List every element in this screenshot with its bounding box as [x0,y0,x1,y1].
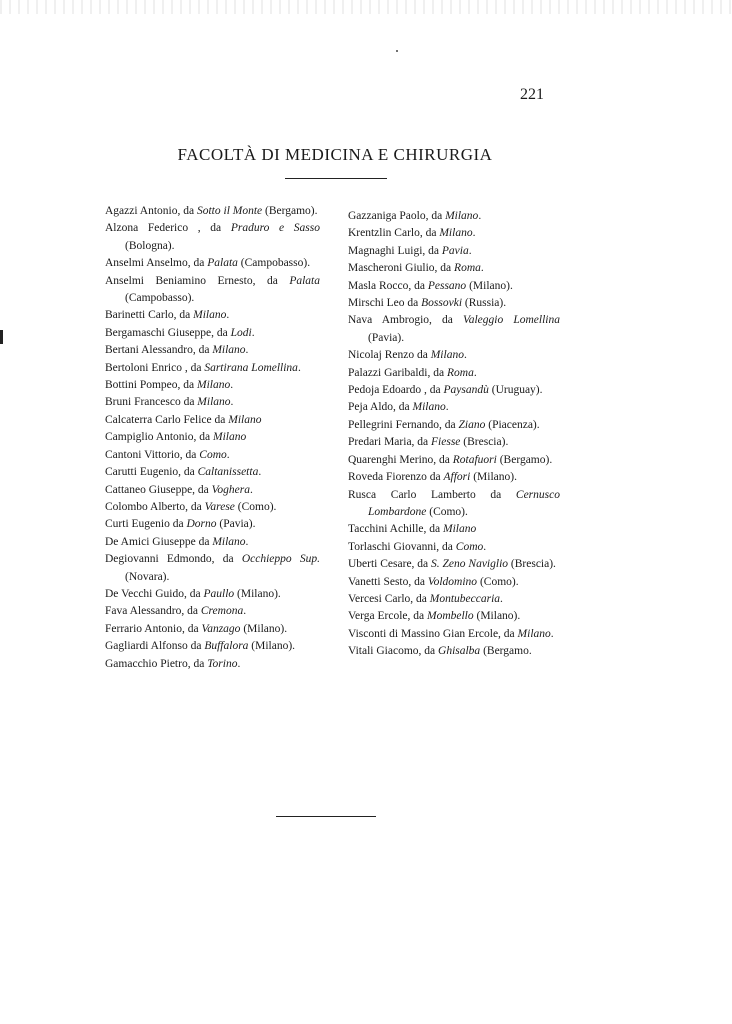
scan-edge-noise [0,0,732,14]
entry-name: Anselmi Beniamino Ernesto, da [105,274,290,287]
entry-place: Milano [430,349,464,362]
entry-suffix: . [226,309,230,322]
entry-place: Milano [443,523,477,536]
entry-place: Montubeccaria [429,592,501,605]
list-item [348,417,560,434]
entry-suffix: (Bergamo. [480,645,532,658]
entry-name: Mascheroni Giulio, da [348,262,455,275]
list-item [105,394,320,411]
entry-suffix: . [550,627,554,640]
list-item [348,452,560,469]
entry-place: Occhieppo Sup. [241,553,320,566]
entry-suffix: (Brescia). [460,436,509,449]
entry-place: Fiesse [431,436,461,449]
entry-name: Tacchini Achille, da [348,523,443,536]
entry-name: Predari Maria, da [348,436,432,449]
list-item [105,273,320,308]
list-item [348,295,560,312]
entry-suffix: . [463,349,467,362]
list-item [348,399,560,416]
list-item [348,521,560,538]
list-item [105,638,320,655]
entry-suffix: (Brescia). [508,558,556,571]
entry-suffix: (Milano). [473,610,521,623]
entry-name: Gazzaniga Paolo, da [348,210,446,222]
entry-suffix: . [237,657,241,670]
entry-name: Degiovanni Edmondo, da [105,553,242,566]
entry-name: Vercesi Carlo, da [348,592,430,605]
list-item [105,429,320,446]
entry-place: Ghisalba [438,645,481,658]
entry-place: Milano [212,535,246,548]
list-item [105,203,320,220]
entry-suffix: . [245,535,249,548]
list-item [105,482,320,499]
list-item [105,551,320,586]
entry-name: Bruni Francesco da [105,396,198,409]
entry-place: Roma [454,262,481,275]
entry-place: Milano [197,396,231,409]
entry-place: Cremona [200,605,244,618]
list-item [348,382,560,399]
list-item [105,534,320,551]
page-title: FACOLTÀ DI MEDICINA E CHIRURGIA [177,145,493,164]
entry-name: Quarenghi Merino, da [348,453,453,466]
entry-suffix: . [230,379,234,392]
entry-suffix: (Milano). [470,471,517,484]
entry-name: Rusca Carlo Lamberto da [348,488,516,501]
entry-suffix: . [258,466,262,479]
entry-suffix: (Milano). [234,587,281,600]
entry-place: Bossovki [421,297,463,310]
ink-speck [396,50,398,52]
list-item [105,499,320,516]
entry-suffix: . [230,396,234,409]
entry-place: S. Zeno Naviglio [431,558,509,571]
entry-place: Affori [443,471,471,484]
list-item [105,325,320,342]
entry-suffix: (Pavia). [368,331,405,344]
list-item [348,260,560,277]
entry-name: De Vecchi Guido, da [105,587,204,600]
entry-name: Alzona Federico , da [105,222,231,235]
left-column [105,203,320,673]
entry-place: Dorno [186,518,217,531]
entry-suffix: (Uruguay). [488,384,543,397]
entry-place: Caltanissetta [197,466,259,479]
entry-suffix: . [500,592,503,605]
entry-place: Ziano [458,418,486,431]
entry-name: Bottini Pompeo, da [105,379,197,392]
entry-suffix: . [472,227,476,240]
entry-suffix: (Milano). [466,279,513,292]
entry-name: Peja Aldo, da [348,401,413,414]
entry-name: Mirschi Leo da [348,297,422,310]
entry-suffix: (Pavia). [216,518,256,531]
entry-place: Voghera [211,483,251,496]
entry-name: Uberti Cesare, da [348,558,432,571]
entry-name: Vanetti Sesto, da [348,575,428,588]
entry-place: Milano [445,210,479,222]
entry-name: Gagliardi Alfonso da [105,640,205,653]
entry-suffix: (Como). [234,500,277,513]
entry-suffix: (Bergamo). [496,453,553,466]
margin-mark [0,330,3,344]
list-item [348,608,560,625]
list-item [348,469,560,486]
list-item [348,487,560,522]
entry-name: Gamacchio Pietro, da [105,657,208,670]
entry-place: Praduro e Sasso [230,222,321,235]
entry-suffix: . [250,483,253,496]
entry-place: Milano [212,344,246,357]
entry-place: Sartirana Lomellina [204,361,298,374]
entry-place: Milano [193,309,227,322]
entry-suffix: (Bologna). [125,239,175,252]
entry-name: Bergamaschi Giuseppe, da [105,326,231,339]
entry-suffix: (Piacenza). [485,418,540,431]
list-item [105,360,320,377]
entry-suffix: (Novara). [125,570,170,583]
list-item [105,342,320,359]
entry-suffix: . [473,366,477,379]
list-item [105,307,320,324]
list-item [348,643,560,660]
entry-name: De Amici Giuseppe da [105,535,213,548]
entry-suffix: . [480,262,484,275]
entry-suffix: (Milano). [248,640,296,653]
entry-name: Barinetti Carlo, da [105,309,194,322]
entry-suffix: (Como). [426,505,468,518]
entry-suffix: . [243,605,247,618]
entry-place: Como [199,448,227,461]
list-item [105,656,320,673]
entry-place: Buffalora [204,640,249,653]
list-item [348,278,560,295]
list-item [105,220,320,255]
entry-place: Milano [212,431,247,444]
entry-place: Como [455,540,484,553]
entry-name: Bertoloni Enrico , da [105,361,205,374]
entry-place: Palata [289,274,320,287]
entry-place: Milano [412,401,446,414]
list-item [348,365,560,382]
entry-place: Voldomino [427,575,478,588]
entry-place: Pavia [441,244,469,257]
entry-place: Lodi [230,326,252,339]
entry-name: Nicolaj Renzo da [348,349,431,362]
entry-place: Rotafuori [452,453,497,466]
entry-name: Campiglio Antonio, da [105,431,213,444]
entry-place: Sotto il Monte [196,205,263,217]
entry-name: Bertani Alessandro, da [105,344,213,357]
entry-name: Cattaneo Giuseppe, da [105,483,212,496]
entry-place: Mombello [426,610,474,623]
entry-suffix: (Campobasso). [125,292,195,305]
list-item [348,243,560,260]
list-item [348,434,560,451]
entry-suffix: . [483,540,487,553]
list-item [105,447,320,464]
list-item [348,574,560,591]
list-item [348,312,560,347]
entry-name: Pedoja Edoardo , da [348,384,444,397]
entry-name: Roveda Fiorenzo da [348,471,444,484]
entry-suffix: (Bergamo). [262,205,318,217]
entry-name: Pellegrini Fernando, da [348,418,459,431]
entry-suffix: (Como). [477,575,519,588]
entry-place: Paullo [203,587,235,600]
entry-place: Vanzago [201,622,241,635]
entry-suffix: . [478,210,482,222]
entry-suffix: . [468,244,472,257]
entry-name: Torlaschi Giovanni, da [348,540,456,553]
entry-name: Verga Ercole, da [348,610,427,623]
list-item [105,412,320,429]
entry-suffix: (Campobasso). [237,257,311,270]
entry-suffix: (Russia). [462,297,507,310]
entry-suffix: . [297,361,301,374]
entry-name: Agazzi Antonio, da [105,205,197,217]
entry-suffix: (Milano). [240,622,288,635]
entry-name: Ferrario Antonio, da [105,622,202,635]
list-item [105,464,320,481]
list-item [348,591,560,608]
entry-place: Cernusco Lombardone [368,488,560,518]
entry-suffix: . [226,448,230,461]
entry-place: Milano [228,413,262,426]
list-item [348,539,560,556]
entry-name: Fava Alessandro, da [105,605,201,618]
entry-name: Curti Eugenio da [105,518,187,531]
entry-place: Milano [439,227,473,240]
entry-name: Nava Ambrogio, da [348,314,463,327]
list-item [348,208,560,225]
list-item [105,377,320,394]
entry-place: Palata [207,257,238,270]
entry-suffix: . [445,401,449,414]
closing-rule [276,816,376,817]
entry-suffix: . [251,326,255,339]
entry-name: Masla Rocco, da [348,279,428,292]
page-number: 221 [520,86,544,103]
title-rule [285,178,387,179]
list-item [105,516,320,533]
entry-name: Colombo Alberto, da [105,500,205,513]
entry-place: Milano [197,379,231,392]
entry-suffix: . [245,344,249,357]
list-item [348,556,560,573]
entry-name: Anselmi Anselmo, da [105,257,208,270]
list-item [348,626,560,643]
list-item [348,347,560,364]
entry-name: Visconti di Massino Gian Ercole, da [348,627,518,640]
list-item [105,586,320,603]
entry-name: Vitali Giacomo, da [348,645,439,658]
list-item [105,603,320,620]
list-item [348,225,560,242]
entry-name: Calcaterra Carlo Felice da [105,413,229,426]
entry-place: Paysandù [443,384,489,397]
entry-place: Varese [204,500,235,513]
right-column [348,208,560,661]
entry-place: Milano [517,627,551,640]
entry-place: Torino [207,657,238,670]
entry-name: Carutti Eugenio, da [105,466,198,479]
entry-place: Roma [447,366,474,379]
list-item [105,255,320,272]
entry-name: Cantoni Vittorio, da [105,448,200,461]
entry-place: Pessano [427,279,467,292]
list-item [105,621,320,638]
entry-name: Magnaghi Luigi, da [348,244,442,257]
entry-name: Palazzi Garibaldi, da [348,366,447,379]
entry-place: Valeggio Lomellina [462,314,560,327]
entry-name: Krentzlin Carlo, da [348,227,440,240]
